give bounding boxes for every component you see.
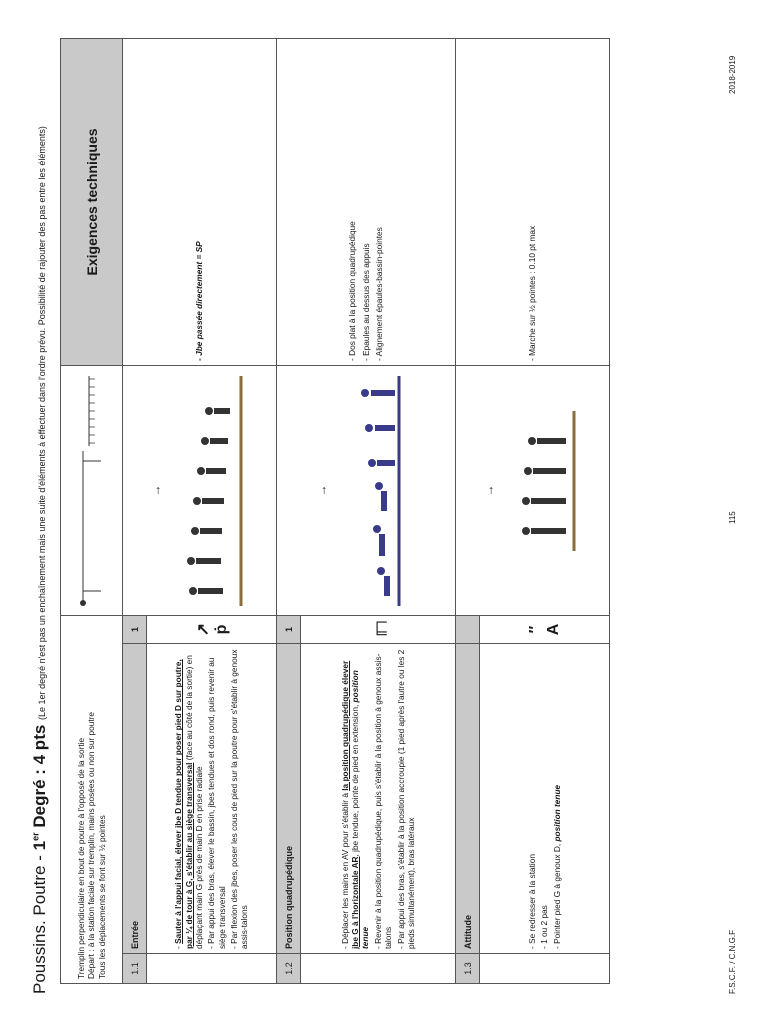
element-points: 1 — [123, 615, 147, 643]
title-degree-rest: Degré : 4 pts — [30, 724, 49, 833]
title-degree — [30, 725, 49, 851]
exigence-item: - Marche sur ½ pointes : 0.10 pt max — [527, 225, 538, 361]
desc-item: - Par appui des bras, s'établir à la position accroupie (1 pied après l'autre ou les 2 pieds simultanément), bras latéraux — [395, 649, 416, 949]
direction-arrow-icon: → — [315, 484, 329, 497]
intro-line: Tous les déplacements se font sur ½ pointes — [96, 815, 107, 979]
beam-diagram-cell — [61, 365, 123, 615]
element-points — [456, 615, 480, 643]
element-name: Attitude — [456, 644, 480, 954]
empty-num-cell — [301, 954, 456, 984]
intro-cell — [61, 615, 123, 983]
desc-item: - Pointer pied G à genoux D, position tenue — [551, 784, 562, 949]
desc-item: - Se redresser à la station — [526, 853, 537, 949]
element-description — [301, 644, 456, 954]
element-description — [480, 644, 610, 954]
footer-publisher: F.S.C.F. / C.N.G.F — [728, 929, 737, 994]
empty-num-cell — [480, 954, 610, 984]
title-degree-num: 1 — [30, 840, 49, 851]
exigence-text: Marche sur ½ pointes : 0.10 pt max — [527, 225, 538, 356]
desc-emphasis: position tenue — [350, 670, 371, 949]
notation-symbol: ″ A — [480, 615, 610, 643]
desc-text: Par appui des bras, s'établir à la position accroupie (1 pied après l'autre ou les 2 pieds simultanément), bras latéraux — [395, 649, 416, 949]
element-points: 1 — [277, 615, 301, 643]
direction-arrow-icon: → — [481, 484, 496, 497]
element-header-row — [456, 38, 480, 983]
desc-item: - Sauter à l'appui facial, élever jbe D tendue pour poser pied D sur poutre, par ¼ de tour à G, s'établir au siège transversal (face au côté de la sortie) en déplaçant main G près de main D en prise radiale — [173, 655, 204, 949]
desc-text: Déplacer les mains en AV pour s'établir à — [339, 790, 350, 944]
elements-table — [60, 38, 610, 984]
desc-text: Par flexion des jbes, poser les cous de pied sur la poutre pour s'établir à genoux assis-talons — [229, 649, 250, 949]
exigence-item: - Epaules au dessus des appuis — [360, 243, 371, 361]
intro-line: Départ : à la station faciale sur tremplin, mains posées ou non sur poutre — [86, 711, 97, 979]
exigences-cell — [123, 38, 277, 365]
element-name: Entrée — [123, 644, 147, 954]
desc-text: (face au côté de la sortie) en déplaçant main G près de main D en prise radiale — [183, 655, 204, 949]
notation-symbol: ╓┐ — [301, 615, 456, 643]
element-header-row — [123, 38, 147, 983]
title-note: (Le 1er degré n'est pas un enchaînement mais une suite d'éléments à effectuer dans l'ordre prévu. Possibilité de rajouter des pas entre les éléments) — [37, 126, 47, 720]
exigence-item: - Dos plat à la position quadrupédique — [347, 221, 358, 361]
desc-text: , jbe tendue, pointe de pied en extension, — [350, 702, 361, 857]
element-number: 1.3 — [456, 954, 480, 984]
desc-item: - Par appui des bras, élever le bassin, jbes tendues et dos rond, puis revenir au siège transversal — [206, 657, 227, 949]
element-number: 1.2 — [277, 954, 301, 984]
gymnast-figures-sequence — [329, 371, 415, 611]
gymnast-figures-sequence — [496, 371, 582, 611]
empty-num-cell — [147, 954, 277, 984]
gymnast-figures-sequence — [163, 371, 249, 611]
exigence-text: Jbe passée directement = SP — [194, 241, 205, 356]
element-description — [147, 644, 277, 954]
figure-cell — [277, 365, 456, 615]
footer-page-number: 115 — [728, 511, 737, 524]
desc-text: Pointer pied G à genoux D, — [551, 841, 562, 944]
exigence-item: - Alignement épaules-bassin-pointes — [374, 227, 385, 361]
element-name: Position quadrupédique — [277, 644, 301, 954]
exigences-heading: Exigences techniques — [61, 38, 123, 365]
footer-season: 2018-2019 — [728, 55, 737, 94]
desc-text: 1 ou 2 pas — [539, 905, 550, 944]
desc-bold: Sauter à l'appui facial, élever jbe D tendue pour poser pied D sur poutre, par ¼ de tour à G, s'établir au siège transversal — [173, 659, 194, 949]
desc-item: - Déplacer les mains en AV pour s'établir à la position quadrupédique élever jbe G à l'horizontale AR, jbe tendue, pointe de pied en extension, position tenue — [339, 660, 371, 949]
desc-text: Revenir à la position quadrupédique, puis s'établir à la position à genoux assis-talons — [372, 653, 394, 949]
page-title — [30, 126, 50, 994]
figure-cell — [456, 365, 610, 615]
element-number: 1.1 — [123, 954, 147, 984]
desc-item: - Par flexion des jbes, poser les cous de pied sur la poutre pour s'établir à genoux assis-talons — [229, 649, 250, 949]
desc-bold: la position quadrupédique élever jbe G à l'horizontale AR — [339, 660, 361, 949]
figure-cell — [123, 365, 277, 615]
exigence-text: Alignement épaules-bassin-pointes — [374, 227, 385, 357]
exigence-text: Dos plat à la position quadrupédique — [347, 221, 358, 356]
beam-springboard-diagram — [71, 371, 111, 611]
title-prefix: Poussins. Poutre - — [30, 850, 49, 994]
desc-text: Par appui des bras, élever le bassin, jbes tendues et dos rond, puis revenir au siège transversal — [206, 657, 227, 949]
exigence-item: - Jbe passée directement = SP — [194, 241, 205, 361]
desc-emphasis: position tenue — [551, 784, 562, 842]
exigences-cell — [456, 38, 610, 365]
notation-symbol: ↗ ṗ — [147, 615, 277, 643]
desc-item: - Revenir à la position quadrupédique, puis s'établir à la position à genoux assis-talons — [372, 653, 394, 949]
desc-text: Se redresser à la station — [526, 853, 537, 944]
title-degree-sup: er — [30, 832, 41, 841]
element-header-row — [277, 38, 301, 983]
desc-item: - 1 ou 2 pas — [539, 905, 550, 949]
direction-arrow-icon: → — [148, 484, 163, 497]
exigences-cell — [277, 38, 456, 365]
intro-row — [61, 38, 123, 983]
intro-line: Tremplin perpendiculaire en bout de poutre à l'opposé de la sortie — [75, 737, 86, 979]
exigence-text: Epaules au dessus des appuis — [360, 243, 371, 356]
